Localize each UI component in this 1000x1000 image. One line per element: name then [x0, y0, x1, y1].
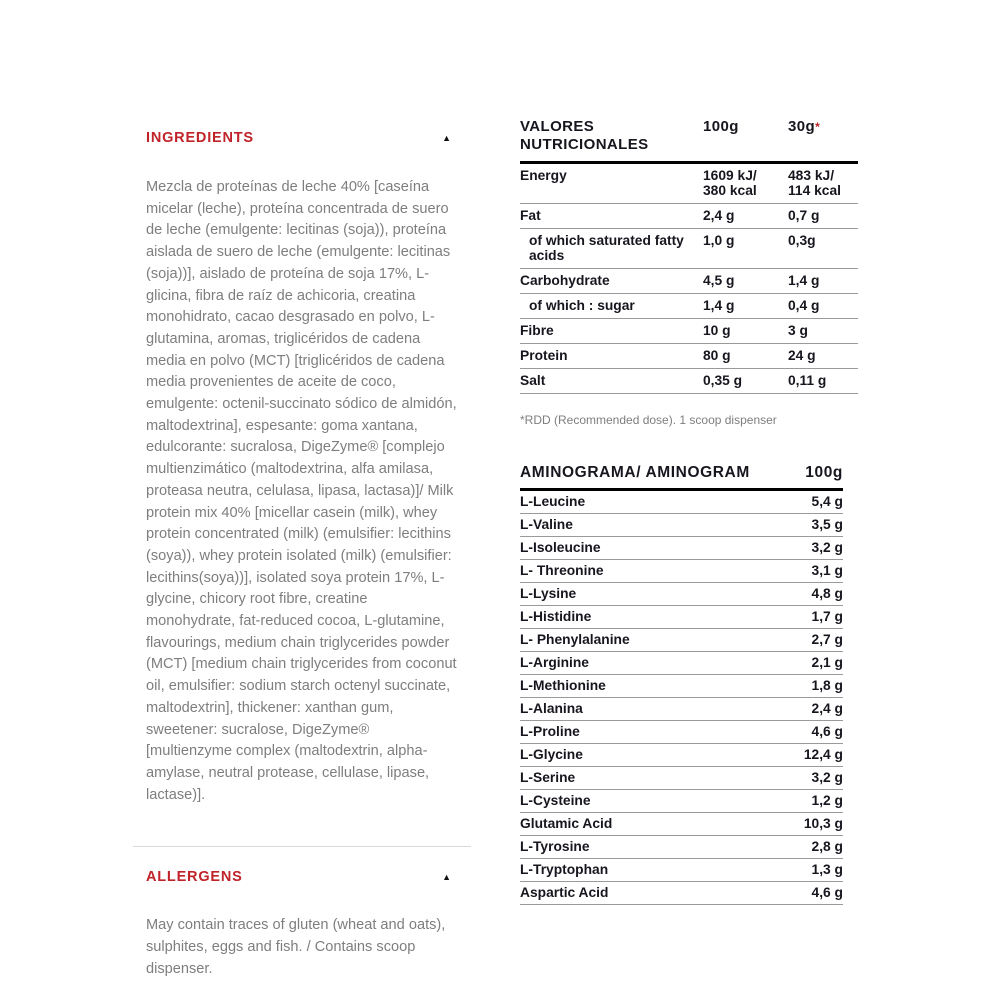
aminogram-row: L- Threonine 3,1 g — [520, 560, 843, 583]
aminogram-table — [520, 464, 843, 905]
nutrition-row: Fibre 10 g 3 g — [520, 319, 858, 344]
aminogram-row: L-Serine 3,2 g — [520, 767, 843, 790]
rdd-footnote: *RDD (Recommended dose). 1 scoop dispenser — [520, 413, 777, 427]
aminogram-table-body — [520, 490, 843, 905]
nutrition-col-30g: 30g* — [788, 118, 858, 163]
nutrition-table-header-row — [520, 118, 858, 163]
aminogram-row: L-Lysine 4,8 g — [520, 583, 843, 606]
section-divider — [133, 846, 471, 847]
nutrition-row: Fat 2,4 g 0,7 g — [520, 204, 858, 229]
aminogram-row: Glutamic Acid 10,3 g — [520, 813, 843, 836]
aminogram-row: Aspartic Acid 4,6 g — [520, 882, 843, 905]
nutrition-row: Protein 80 g 24 g — [520, 344, 858, 369]
nutrition-row: of which : sugar 1,4 g 0,4 g — [520, 294, 858, 319]
nutrition-row: of which saturated fatty acids 1,0 g 0,3g — [520, 229, 858, 269]
aminogram-row: L-Leucine 5,4 g — [520, 490, 843, 514]
collapse-up-arrow-icon[interactable]: ▲ — [442, 871, 451, 882]
aminogram-row: L-Valine 3,5 g — [520, 514, 843, 537]
aminogram-table-header-row — [520, 464, 843, 490]
aminogram-row: L-Alanina 2,4 g — [520, 698, 843, 721]
product-info-accordions — [133, 130, 471, 981]
rdd-asterisk: * — [815, 120, 821, 134]
aminogram-row: L-Isoleucine 3,2 g — [520, 537, 843, 560]
allergens-title: ALLERGENS — [146, 869, 243, 886]
nutrition-table-body — [520, 163, 858, 394]
aminogram-table-title: AMINOGRAMA/ AMINOGRAM — [520, 464, 763, 490]
aminogram-row: L-Arginine 2,1 g — [520, 652, 843, 675]
nutrition-table-title: VALORES NUTRICIONALES — [520, 118, 703, 163]
aminogram-col-100g: 100g — [763, 464, 843, 490]
aminogram-row: L-Methionine 1,8 g — [520, 675, 843, 698]
aminogram-row: L-Histidine 1,7 g — [520, 606, 843, 629]
nutrition-panel — [520, 118, 860, 905]
allergens-text: May contain traces of gluten (wheat and oats), sulphites, eggs and fish. / Contains scoop dispenser. — [146, 917, 446, 977]
nutrition-col-100g: 100g — [703, 118, 788, 163]
aminogram-row: L-Cysteine 1,2 g — [520, 790, 843, 813]
ingredients-title: INGREDIENTS — [146, 130, 254, 146]
ingredients-accordion-header[interactable] — [146, 130, 457, 146]
aminogram-row: L-Glycine 12,4 g — [520, 744, 843, 767]
ingredients-text: Mezcla de proteínas de leche 40% [caseína micelar (leche), proteína concentrada de suero de leche (emulgente: lecitinas (soja)), proteína aislada de suero de leche (emulgente: lecitinas (soja))], aislado de proteína de soja 17%, L-glicina, fibra de raíz de achicoria, creatina monohidrato, cacao desgrasado en polvo, L-glutamina, aromas, triglicéridos de cadena media en polvo (MCT) [triglicéridos de cadena media provenientes de aceite de coco, emulgente: octenil-succinato sódico de almidón, maltodextrina], espesante: goma xantana, edulcorante: sucralosa, DigeZyme® [complejo multienzimático (maltodextrina, alfa amilasa, proteasa neutra, celulasa, lipasa, lactasa)]/ Milk protein mix 40% [micellar casein (milk), whey protein concentrated (milk) (emulsifier: lecithins (soya)), whey protein isolated (milk) (emulsifier: lecithins(soya))], isolated soya protein 17%, L-glycine, chicory root fibre, creatine monohydrate, fat-reduced cocoa, L-glutamine, flavourings, medium chain triglycerides powder (MCT) [medium chain triglycerides from coconut oil, emulsifier: sodium starch octenyl succinate, maltodextrin], thickener: xanthan gum, sweetener: sucralose, DigeZyme® [multienzyme complex (maltodextrin, alpha-amylase, neutral protease, cellulase, lipase, lactase)]. — [146, 179, 457, 803]
nutrition-row: Energy 1609 kJ/ 380 kcal 483 kJ/ 114 kcal — [520, 163, 858, 204]
aminogram-row: L- Phenylalanine 2,7 g — [520, 629, 843, 652]
allergens-accordion-header[interactable] — [146, 869, 457, 885]
nutrition-row: Carbohydrate 4,5 g 1,4 g — [520, 269, 858, 294]
collapse-up-arrow-icon[interactable]: ▲ — [442, 132, 451, 143]
aminogram-row: L-Tryptophan 1,3 g — [520, 859, 843, 882]
nutrition-row: Salt 0,35 g 0,11 g — [520, 369, 858, 394]
aminogram-row: L-Proline 4,6 g — [520, 721, 843, 744]
nutrition-table — [520, 118, 858, 394]
aminogram-row: L-Tyrosine 2,8 g — [520, 836, 843, 859]
